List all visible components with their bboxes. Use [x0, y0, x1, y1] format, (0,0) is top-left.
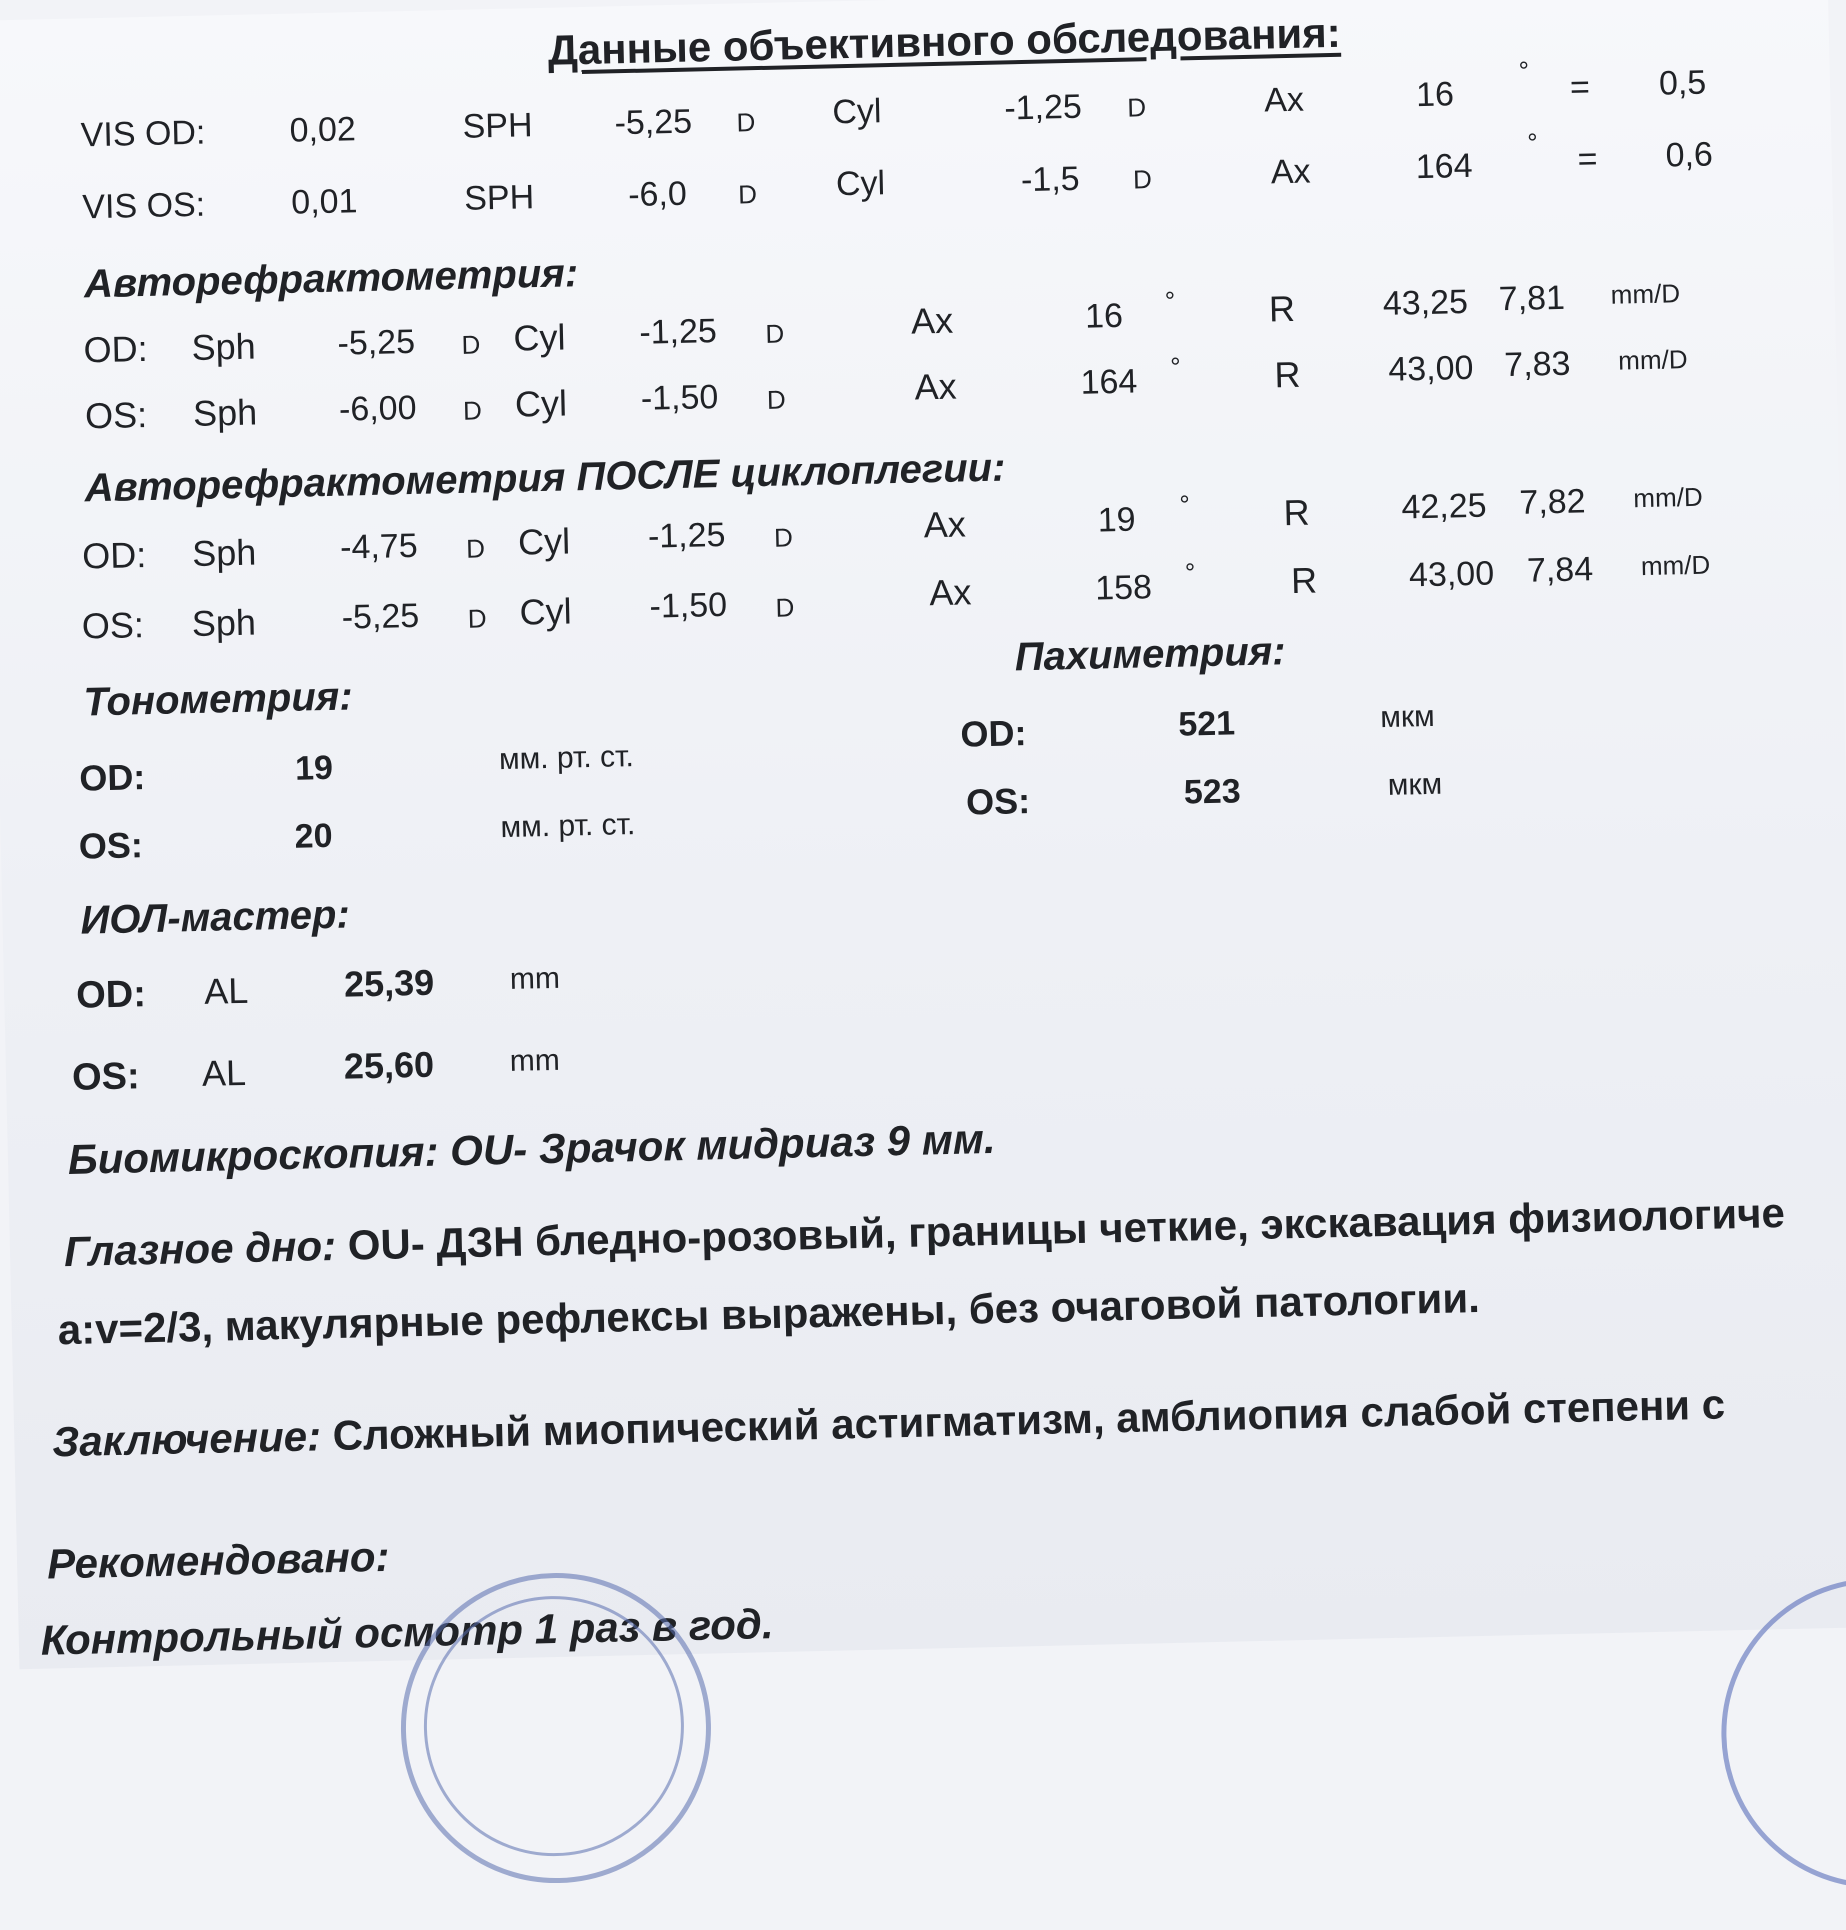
fundus-text-continued: a:v=2/3, макулярные рефлексы выражены, без очаговой патологии.: [57, 1273, 1481, 1354]
diopter-unit: D: [465, 533, 486, 564]
axis-label: Ax: [923, 503, 967, 546]
diopter-unit: D: [775, 592, 795, 623]
fundus-line: [63, 1189, 1786, 1276]
conclusion-label: Заключение:: [51, 1412, 322, 1466]
diopter-unit: D: [1132, 164, 1153, 195]
degree-symbol: °: [1164, 285, 1176, 316]
pressure-unit: мм. рт. ст.: [498, 740, 635, 777]
cyl-label: Cyl: [517, 520, 571, 563]
vis-acuity: 0,02: [289, 110, 357, 150]
eye-label: OS:: [84, 393, 148, 437]
r-label: R: [1273, 353, 1301, 396]
axis-value: 164: [1080, 362, 1138, 402]
axis-label: Ax: [1270, 152, 1311, 192]
recommended-label: Рекомендовано:: [46, 1532, 390, 1588]
fundus-label: Глазное дно:: [63, 1221, 337, 1276]
sph-label: SPH: [462, 106, 533, 146]
unit-label: mm/D: [1640, 549, 1711, 582]
vis-eye-label: VIS OS:: [81, 185, 206, 227]
vis-acuity: 0,01: [290, 182, 358, 222]
equals-sign: =: [1569, 68, 1591, 107]
keratometry-value: 42,25: [1401, 486, 1487, 527]
thickness-unit: мкм: [1387, 767, 1443, 802]
cyl-value: -1,25: [638, 312, 718, 352]
eye-label: OS:: [78, 824, 144, 867]
cyl-label: Cyl: [835, 164, 886, 204]
axial-length-value: 25,39: [343, 961, 435, 1005]
stamp-seal-ring: [421, 1593, 687, 1859]
tonometry-heading: Тонометрия:: [83, 674, 354, 725]
eye-label: OD:: [83, 327, 149, 371]
axial-length-unit: mm: [509, 1043, 561, 1078]
degree-symbol: °: [1169, 351, 1181, 382]
thickness-unit: мкм: [1379, 699, 1435, 735]
cyl-value: -1,50: [640, 378, 719, 418]
cyl-value: -1,25: [647, 515, 726, 556]
radius-value: 7,82: [1518, 482, 1587, 522]
diopter-unit: D: [737, 179, 758, 210]
radius-value: 7,83: [1503, 344, 1571, 385]
cyl-value: -1,25: [1003, 87, 1083, 128]
axis-label: Ax: [1263, 80, 1305, 120]
diopter-unit: D: [765, 318, 785, 349]
unit-label: mm/D: [1610, 278, 1681, 310]
cyl-label: Cyl: [519, 590, 573, 633]
axis-value: 158: [1094, 568, 1153, 608]
unit-label: mm/D: [1633, 481, 1703, 514]
pressure-value: 19: [294, 748, 334, 788]
thickness-value: 523: [1183, 772, 1242, 812]
sph-value: -6,00: [338, 388, 417, 429]
radius-value: 7,84: [1526, 550, 1594, 590]
diopter-unit: D: [461, 329, 481, 360]
recommended-text: Контрольный осмотр 1 раз в год.: [40, 1600, 774, 1664]
sph-label: SPH: [463, 178, 535, 218]
autorefract-heading: Авторефрактометрия:: [83, 251, 579, 307]
diopter-unit: D: [773, 522, 794, 553]
degree-symbol: °: [1184, 557, 1196, 588]
axis-value: 16: [1415, 75, 1455, 115]
axis-value: 19: [1097, 500, 1136, 540]
diopter-unit: D: [467, 603, 487, 634]
eye-label: OD:: [75, 973, 147, 1017]
sph-label: Sph: [191, 325, 257, 368]
sph-value: -6,0: [627, 174, 688, 215]
biomicroscopy-line: [67, 1114, 997, 1183]
unit-label: mm/D: [1617, 344, 1688, 376]
biomicroscopy-label: Биомикроскопия:: [67, 1127, 440, 1183]
radius-value: 7,81: [1498, 278, 1566, 319]
axial-length-label: AL: [201, 1051, 247, 1094]
axis-value: 16: [1084, 296, 1124, 336]
diopter-unit: D: [1127, 92, 1147, 123]
sph-label: Sph: [192, 391, 258, 434]
axis-label: Ax: [910, 299, 954, 342]
cyl-label: Cyl: [831, 92, 882, 132]
degree-symbol: °: [1526, 127, 1538, 158]
eye-label: OD:: [78, 756, 146, 799]
cyl-label: Cyl: [512, 316, 566, 359]
keratometry-value: 43,00: [1387, 348, 1474, 389]
pressure-unit: мм. рт. ст.: [500, 808, 636, 845]
axis-label: Ax: [928, 571, 972, 614]
autorefract-cyclo-heading: Авторефрактометрия ПОСЛЕ циклоплегии:: [84, 445, 1006, 511]
r-label: R: [1268, 287, 1296, 330]
conclusion-text: Сложный миопический астигматизм, амблиопия слабой степени с: [332, 1380, 1726, 1460]
degree-symbol: °: [1518, 55, 1530, 86]
diopter-unit: D: [462, 395, 483, 426]
sph-label: Sph: [191, 601, 257, 645]
pressure-value: 20: [294, 816, 333, 856]
axial-length-unit: mm: [509, 961, 561, 996]
eye-label: OS:: [965, 780, 1031, 823]
r-label: R: [1290, 559, 1318, 602]
eye-label: OS:: [81, 604, 145, 647]
stamp-seal-partial: [1718, 1575, 1846, 1892]
fundus-text: OU- ДЗН бледно-розовый, границы четкие, экскавация физиологиче: [347, 1189, 1786, 1269]
sph-value: -5,25: [614, 102, 693, 143]
r-label: R: [1283, 491, 1311, 534]
cyl-value: -1,50: [649, 585, 728, 626]
axial-length-value: 25,60: [343, 1043, 435, 1087]
axial-length-label: AL: [203, 969, 249, 1012]
sph-value: -4,75: [339, 526, 419, 567]
biomicroscopy-text: OU- Зрачок мидриаз 9 мм.: [449, 1114, 997, 1175]
eye-label: OS:: [71, 1055, 141, 1099]
axis-value: 164: [1415, 146, 1473, 187]
vis-eye-label: VIS OD:: [80, 113, 206, 155]
sph-label: Sph: [191, 531, 257, 574]
cyl-label: Cyl: [514, 382, 568, 425]
sph-value: -5,25: [337, 322, 416, 363]
sph-value: -5,25: [341, 596, 420, 637]
keratometry-value: 43,00: [1408, 554, 1495, 595]
keratometry-value: 43,25: [1382, 282, 1469, 323]
cyl-value: -1,5: [1020, 159, 1080, 200]
eye-label: OD:: [960, 712, 1027, 755]
corrected-acuity: 0,6: [1665, 135, 1714, 175]
eye-label: OD:: [81, 534, 147, 577]
page-title: Данные объективного обследования:: [547, 8, 1342, 74]
pachymetry-heading: Пахиметрия:: [1014, 629, 1287, 680]
conclusion-line: [51, 1380, 1726, 1466]
iol-master-heading: ИОЛ-мастер:: [80, 892, 351, 943]
diopter-unit: D: [736, 107, 756, 138]
degree-symbol: °: [1179, 489, 1191, 520]
thickness-value: 521: [1177, 704, 1236, 744]
diopter-unit: D: [766, 384, 787, 415]
equals-sign: =: [1577, 140, 1598, 179]
axis-label: Ax: [914, 365, 958, 408]
corrected-acuity: 0,5: [1658, 63, 1707, 103]
